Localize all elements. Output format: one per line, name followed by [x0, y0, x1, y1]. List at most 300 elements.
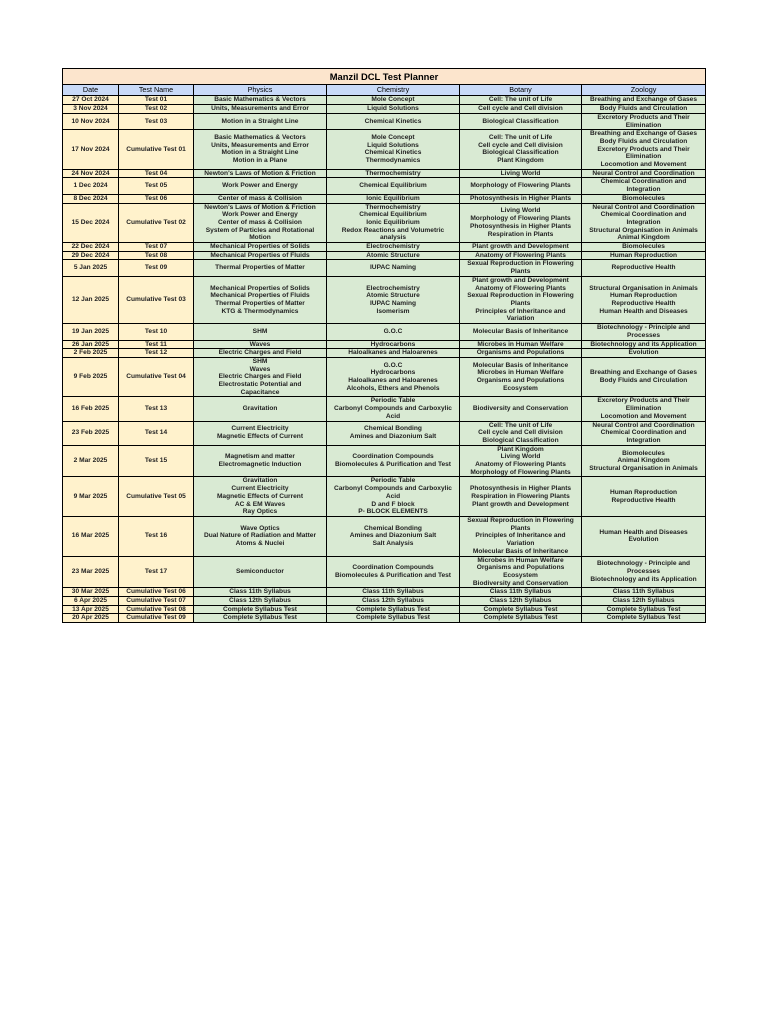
physics-topic-line: Thermal Properties of Matter	[215, 264, 305, 272]
physics-topic-line: Waves	[249, 340, 271, 348]
physics-topic-line: Mechanical Properties of Solids	[210, 243, 310, 251]
chemistry-cell	[327, 516, 460, 556]
chemistry-cell	[327, 194, 460, 203]
test-name-cell: Test 10	[119, 324, 194, 340]
date-cell: 30 Mar 2025	[63, 588, 119, 597]
date-cell: 5 Jan 2025	[63, 260, 119, 276]
chemistry-cell	[327, 421, 460, 445]
physics-cell	[194, 445, 327, 477]
physics-topic-line: Capacitance	[240, 388, 280, 396]
test-name-cell: Cumulative Test 01	[119, 130, 194, 170]
zoology-cell	[582, 397, 706, 421]
botany-cell	[460, 516, 582, 556]
botany-topic-line: Respiration in Flowering Plants	[471, 492, 570, 500]
botany-cell	[460, 614, 582, 623]
chemistry-topic-line: Periodic Table	[370, 477, 416, 485]
chemistry-cell	[327, 397, 460, 421]
chemistry-topic-line: Chemical Equilibrium	[359, 211, 427, 219]
physics-topic-line: Atoms & Nuclei	[235, 540, 285, 548]
botany-topic-line: Microbes in Human Welfare	[477, 369, 564, 377]
botany-topic-line: Cell cycle and Cell division	[478, 429, 563, 437]
botany-topic-line: Plant growth and Development	[472, 276, 569, 284]
botany-topic-line: Living World	[500, 453, 541, 461]
botany-topic-line: Plant growth and Development	[472, 500, 569, 508]
chemistry-topic-line: Alcohols, Ethers and Phenols	[346, 384, 440, 392]
test-name-cell: Test 12	[119, 349, 194, 358]
test-name-cell: Test 17	[119, 556, 194, 588]
physics-topic-line: Class 12th Syllabus	[229, 597, 291, 605]
physics-topic-line: Magnetism and matter	[225, 453, 295, 461]
zoology-topic-line: Complete Syllabus Test	[606, 614, 681, 622]
physics-topic-line: Motion in a Straight Line	[221, 149, 299, 157]
zoology-topic-line: Chemical Coordination and	[600, 211, 687, 219]
chemistry-topic-line: Complete Syllabus Test	[356, 614, 430, 622]
chemistry-topic-line: Isomerism	[376, 307, 410, 315]
botany-topic-line: Ecosystem	[503, 571, 538, 579]
table-row	[63, 445, 706, 477]
zoology-cell	[582, 421, 706, 445]
zoology-topic-line: Human Health and Diseases	[599, 528, 688, 536]
chemistry-topic-line: Electrochemistry	[366, 243, 420, 251]
physics-topic-line: Complete Syllabus Test	[223, 614, 297, 622]
chemistry-topic-line: Chemical Kinetics	[364, 117, 422, 125]
zoology-topic-line: Reproductive Health	[611, 496, 676, 504]
test-name-cell: Cumulative Test 08	[119, 605, 194, 614]
date-cell: 29 Dec 2024	[63, 251, 119, 260]
zoology-cell	[582, 357, 706, 397]
botany-topic-line: Organisms and Populations	[476, 349, 565, 357]
chemistry-topic-line: G.O.C	[383, 361, 403, 369]
botany-topic-line: Variation	[506, 315, 535, 323]
zoology-topic-line: Biomolecules	[622, 449, 665, 457]
botany-topic-line: Organisms and Populations	[476, 377, 565, 385]
zoology-topic-line: Biotechnology and its Application	[590, 340, 697, 348]
botany-topic-line: Plants	[510, 268, 531, 276]
chemistry-cell	[327, 340, 460, 349]
zoology-topic-line: Biomolecules	[622, 243, 665, 251]
botany-topic-line: Morphology of Flowering Plants	[470, 182, 571, 190]
zoology-topic-line: Excretory Products and Their	[597, 397, 690, 405]
date-cell: 10 Nov 2024	[63, 113, 119, 129]
chemistry-topic-line: Hydrocarbons	[370, 340, 416, 348]
chemistry-topic-line: Carbonyl Compounds and Carboxylic	[334, 405, 452, 413]
zoology-topic-line: Breathing and Exchange of Gases	[590, 130, 698, 138]
zoology-cell	[582, 597, 706, 606]
date-cell: 6 Apr 2025	[63, 597, 119, 606]
zoology-topic-line: Processes	[627, 331, 661, 339]
table-row	[63, 130, 706, 170]
chemistry-topic-line: Atomic Structure	[366, 292, 420, 300]
date-cell: 16 Feb 2025	[63, 397, 119, 421]
zoology-cell	[582, 556, 706, 588]
botany-cell	[460, 113, 582, 129]
table-row	[63, 397, 706, 421]
botany-cell	[460, 397, 582, 421]
botany-cell	[460, 349, 582, 358]
date-cell: 26 Jan 2025	[63, 340, 119, 349]
physics-topic-line: Motion in a Plane	[232, 157, 288, 165]
zoology-cell	[582, 324, 706, 340]
planner-title: Manzil DCL Test Planner	[63, 69, 706, 85]
date-cell: 3 Nov 2024	[63, 105, 119, 114]
chemistry-topic-line: Ionic Equilibrium	[366, 218, 420, 226]
chemistry-topic-line: Complete Syllabus Test	[356, 605, 430, 613]
physics-topic-line: Waves	[249, 365, 271, 373]
table-row	[63, 113, 706, 129]
physics-topic-line: Center of mass & Collision	[218, 194, 302, 202]
chemistry-topic-line: Class 11th Syllabus	[362, 588, 424, 596]
chemistry-topic-line: Thermochemistry	[365, 169, 421, 177]
chemistry-topic-line: Redox Reactions and Volumetric	[341, 226, 445, 234]
zoology-cell	[582, 96, 706, 105]
zoology-topic-line: Complete Syllabus Test	[606, 605, 681, 613]
physics-topic-line: Mechanical Properties of Fluids	[210, 292, 310, 300]
zoology-topic-line: Integration	[626, 186, 661, 194]
physics-topic-line: Magnetic Effects of Current	[216, 433, 304, 441]
botany-topic-line: Complete Syllabus Test	[483, 605, 558, 613]
zoology-topic-line: Animal Kingdom	[617, 234, 670, 242]
botany-topic-line: Photosynthesis in Higher Plants	[469, 222, 572, 230]
physics-topic-line: Gravitation	[242, 405, 278, 413]
botany-cell	[460, 588, 582, 597]
zoology-cell	[582, 203, 706, 243]
zoology-topic-line: Structural Organisation in Animals	[589, 284, 698, 292]
botany-topic-line: Molecular Basis of Inheritance	[472, 547, 569, 555]
botany-topic-line: Microbes in Human Welfare	[477, 340, 564, 348]
chemistry-cell	[327, 588, 460, 597]
botany-topic-line: Morphology of Flowering Plants	[470, 215, 571, 223]
date-cell: 2 Feb 2025	[63, 349, 119, 358]
date-cell: 16 Mar 2025	[63, 516, 119, 556]
physics-cell	[194, 169, 327, 178]
zoology-cell	[582, 169, 706, 178]
chemistry-cell	[327, 357, 460, 397]
date-cell: 13 Apr 2025	[63, 605, 119, 614]
physics-topic-line: Current Electricity	[231, 425, 289, 433]
chemistry-topic-line: Carbonyl Compounds and Carboxylic	[334, 485, 452, 493]
test-name-cell: Cumulative Test 07	[119, 597, 194, 606]
zoology-cell	[582, 340, 706, 349]
botany-topic-line: Sexual Reproduction in Flowering	[467, 516, 574, 524]
chemistry-topic-line: Biomolecules & Purification and Test	[334, 571, 452, 579]
zoology-topic-line: Locomotion and Movement	[600, 412, 687, 420]
chemistry-topic-line: Chemical Equilibrium	[359, 182, 427, 190]
test-name-cell: Test 13	[119, 397, 194, 421]
chemistry-topic-line: Amines and Diazonium Salt	[349, 433, 437, 441]
zoology-cell	[582, 605, 706, 614]
chemistry-cell	[327, 605, 460, 614]
table-row	[63, 276, 706, 323]
zoology-topic-line: Class 12th Syllabus	[612, 597, 675, 605]
table-row	[63, 194, 706, 203]
chemistry-topic-line: Biomolecules & Purification and Test	[334, 461, 452, 469]
zoology-topic-line: Human Reproduction	[609, 251, 678, 259]
zoology-topic-line: Breathing and Exchange of Gases	[590, 369, 698, 377]
header-chemistry: Chemistry	[327, 85, 460, 96]
test-name-cell: Test 02	[119, 105, 194, 114]
physics-topic-line: SHM	[252, 357, 268, 365]
botany-topic-line: Sexual Reproduction in Flowering	[467, 292, 574, 300]
physics-topic-line: Electric Charges and Field	[218, 373, 302, 381]
physics-topic-line: Units, Measurements and Error	[211, 105, 309, 113]
botany-cell	[460, 357, 582, 397]
zoology-topic-line: Integration	[626, 218, 661, 226]
date-cell: 23 Feb 2025	[63, 421, 119, 445]
physics-topic-line: Work Power and Energy	[222, 182, 298, 190]
botany-topic-line: Molecular Basis of Inheritance	[472, 327, 569, 335]
zoology-cell	[582, 477, 706, 517]
table-row	[63, 105, 706, 114]
chemistry-topic-line: Thermodynamics	[365, 157, 421, 165]
table-row	[63, 421, 706, 445]
chemistry-topic-line: Amines and Diazonium Salt	[349, 532, 437, 540]
zoology-topic-line: Body Fluids and Circulation	[599, 105, 688, 113]
test-name-cell: Cumulative Test 06	[119, 588, 194, 597]
botany-topic-line: Morphology of Flowering Plants	[470, 468, 571, 476]
physics-cell	[194, 397, 327, 421]
physics-topic-line: Newton's Laws of Motion & Friction	[204, 169, 316, 177]
zoology-topic-line: Processes	[627, 568, 661, 576]
botany-topic-line: Ecosystem	[503, 384, 538, 392]
chemistry-topic-line: Periodic Table	[370, 397, 416, 405]
botany-topic-line: Plant Kingdom	[497, 445, 544, 453]
chemistry-cell	[327, 203, 460, 243]
chemistry-cell	[327, 324, 460, 340]
date-cell: 23 Mar 2025	[63, 556, 119, 588]
zoology-topic-line: Excretory Products and Their	[597, 113, 690, 121]
header-date: Date	[63, 85, 119, 96]
chemistry-cell	[327, 276, 460, 323]
date-cell: 17 Nov 2024	[63, 130, 119, 170]
physics-cell	[194, 96, 327, 105]
chemistry-topic-line: D and F block	[371, 500, 415, 508]
zoology-cell	[582, 516, 706, 556]
botany-topic-line: Cell: The unit of Life	[488, 421, 553, 429]
botany-topic-line: Plants	[510, 300, 531, 307]
zoology-cell	[582, 113, 706, 129]
zoology-topic-line: Human Reproduction	[609, 292, 678, 300]
header-test-name: Test Name	[119, 85, 194, 96]
physics-cell	[194, 597, 327, 606]
botany-cell	[460, 324, 582, 340]
test-name-cell: Cumulative Test 02	[119, 203, 194, 243]
physics-cell	[194, 243, 327, 252]
chemistry-topic-line: Mole Concept	[371, 96, 415, 104]
table-row	[63, 169, 706, 178]
botany-topic-line: Principles of Inheritance and	[475, 532, 566, 540]
botany-topic-line: Plant Kingdom	[497, 157, 544, 165]
test-name-cell: Test 05	[119, 178, 194, 194]
botany-cell	[460, 203, 582, 243]
botany-cell	[460, 169, 582, 178]
chemistry-cell	[327, 251, 460, 260]
botany-cell	[460, 421, 582, 445]
physics-cell	[194, 340, 327, 349]
table-row	[63, 597, 706, 606]
chemistry-cell	[327, 169, 460, 178]
zoology-topic-line: Breathing and Exchange of Gases	[590, 96, 698, 104]
test-name-cell: Test 15	[119, 445, 194, 477]
zoology-cell	[582, 194, 706, 203]
botany-topic-line: Sexual Reproduction in Flowering	[467, 260, 574, 268]
physics-topic-line: Dual Nature of Radiation and Matter	[203, 532, 317, 540]
physics-cell	[194, 105, 327, 114]
table-row	[63, 96, 706, 105]
chemistry-cell	[327, 597, 460, 606]
table-row	[63, 251, 706, 260]
zoology-topic-line: Evolution	[628, 536, 659, 544]
botany-topic-line: Anatomy of Flowering Plants	[475, 251, 566, 259]
botany-topic-line: Biodiversity and Conservation	[472, 405, 569, 413]
botany-topic-line: Living World	[500, 169, 541, 177]
date-cell: 15 Dec 2024	[63, 203, 119, 243]
chemistry-topic-line: Haloalkanes and Haloarenes	[348, 349, 438, 357]
physics-topic-line: Newton's Laws of Motion & Friction	[204, 203, 316, 211]
chemistry-topic-line: Chemical Kinetics	[364, 149, 422, 157]
physics-topic-line: Center of mass & Collision	[218, 218, 302, 226]
table-row	[63, 260, 706, 276]
botany-topic-line: Cell: The unit of Life	[488, 134, 553, 142]
test-name-cell: Test 16	[119, 516, 194, 556]
chemistry-topic-line: Chemical Bonding	[364, 425, 422, 433]
zoology-topic-line: Neural Control and Coordination	[592, 421, 695, 429]
test-name-cell: Test 09	[119, 260, 194, 276]
physics-topic-line: KTG & Thermodynamics	[221, 307, 299, 315]
physics-cell	[194, 605, 327, 614]
botany-cell	[460, 276, 582, 323]
test-name-cell: Cumulative Test 09	[119, 614, 194, 623]
table-row	[63, 477, 706, 517]
zoology-cell	[582, 251, 706, 260]
chemistry-topic-line: Atomic Structure	[366, 251, 420, 259]
chemistry-cell	[327, 105, 460, 114]
date-cell: 12 Jan 2025	[63, 276, 119, 323]
botany-topic-line: Respiration in Plants	[487, 230, 554, 238]
chemistry-topic-line: Coordination Compounds	[352, 564, 434, 572]
chemistry-topic-line: G.O.C	[383, 327, 403, 335]
botany-cell	[460, 605, 582, 614]
physics-topic-line: SHM	[252, 327, 268, 335]
zoology-topic-line: Chemical Coordination and	[600, 429, 687, 437]
test-name-cell: Test 08	[119, 251, 194, 260]
table-row	[63, 605, 706, 614]
botany-topic-line: Biological Classification	[482, 436, 559, 444]
physics-topic-line: Class 11th Syllabus	[229, 588, 291, 596]
chemistry-topic-line: Chemical Bonding	[364, 524, 422, 532]
chemistry-topic-line: IUPAC Naming	[369, 264, 417, 272]
chemistry-cell	[327, 556, 460, 588]
botany-topic-line: Living World	[500, 207, 541, 215]
zoology-topic-line: Structural Organisation in Animals	[589, 226, 698, 234]
zoology-cell	[582, 243, 706, 252]
physics-cell	[194, 130, 327, 170]
zoology-cell	[582, 588, 706, 597]
chemistry-cell	[327, 178, 460, 194]
physics-topic-line: Mechanical Properties of Solids	[210, 284, 310, 292]
zoology-topic-line: Locomotion and Movement	[600, 161, 687, 169]
test-name-cell: Test 11	[119, 340, 194, 349]
zoology-cell	[582, 130, 706, 170]
botany-cell	[460, 194, 582, 203]
zoology-cell	[582, 614, 706, 623]
chemistry-topic-line: Liquid Solutions	[367, 105, 419, 113]
zoology-topic-line: Chemical Coordination and	[600, 178, 687, 186]
chemistry-cell	[327, 445, 460, 477]
zoology-topic-line: Biotechnology and its Application	[590, 575, 697, 583]
botany-topic-line: Microbes in Human Welfare	[477, 556, 564, 564]
physics-cell	[194, 477, 327, 517]
zoology-topic-line: Structural Organisation in Animals	[589, 464, 698, 472]
physics-topic-line: Magnetic Effects of Current	[216, 492, 304, 500]
physics-topic-line: AC & EM Waves	[234, 500, 286, 508]
chemistry-cell	[327, 349, 460, 358]
physics-topic-line: Ray Optics	[242, 508, 278, 516]
zoology-cell	[582, 349, 706, 358]
date-cell: 22 Dec 2024	[63, 243, 119, 252]
botany-cell	[460, 340, 582, 349]
botany-topic-line: Plants	[510, 524, 531, 532]
physics-cell	[194, 251, 327, 260]
botany-cell	[460, 556, 582, 588]
test-name-cell: Test 14	[119, 421, 194, 445]
zoology-topic-line: Evolution	[628, 349, 659, 357]
botany-topic-line: Anatomy of Flowering Plants	[475, 461, 566, 469]
botany-topic-line: Plant growth and Development	[472, 243, 569, 251]
physics-topic-line: Mechanical Properties of Fluids	[210, 251, 310, 259]
date-cell: 9 Feb 2025	[63, 357, 119, 397]
table-row	[63, 556, 706, 588]
chemistry-topic-line: Electrochemistry	[366, 284, 420, 292]
date-cell: 2 Mar 2025	[63, 445, 119, 477]
table-row	[63, 588, 706, 597]
zoology-topic-line: Body Fluids and Circulation	[599, 137, 688, 145]
chemistry-topic-line: Haloalkanes and Haloarenes	[348, 377, 438, 385]
table-row	[63, 203, 706, 243]
physics-topic-line: Basic Mathematics & Vectors	[214, 96, 306, 104]
physics-topic-line: Work Power and Energy	[222, 211, 298, 219]
chemistry-cell	[327, 260, 460, 276]
chemistry-topic-line: P- BLOCK ELEMENTS	[358, 508, 428, 516]
botany-topic-line: Molecular Basis of Inheritance	[472, 361, 569, 369]
physics-cell	[194, 113, 327, 129]
botany-topic-line: Complete Syllabus Test	[483, 614, 558, 622]
chemistry-topic-line: Hydrocarbons	[370, 369, 416, 377]
chemistry-cell	[327, 243, 460, 252]
zoology-topic-line: Neural Control and Coordination	[592, 169, 695, 177]
physics-topic-line: Gravitation	[242, 477, 278, 485]
chemistry-topic-line: Mole Concept	[371, 134, 415, 142]
physics-cell	[194, 324, 327, 340]
test-name-cell: Test 03	[119, 113, 194, 129]
test-name-cell: Test 01	[119, 96, 194, 105]
date-cell: 24 Nov 2024	[63, 169, 119, 178]
physics-cell	[194, 194, 327, 203]
table-row	[63, 178, 706, 194]
physics-cell	[194, 588, 327, 597]
physics-cell	[194, 614, 327, 623]
test-name-cell: Test 07	[119, 243, 194, 252]
table-row	[63, 349, 706, 358]
zoology-topic-line: Reproductive Health	[611, 264, 676, 272]
chemistry-topic-line: analysis	[379, 234, 407, 242]
botany-cell	[460, 178, 582, 194]
chemistry-topic-line: Acid	[385, 492, 401, 500]
botany-cell	[460, 96, 582, 105]
chemistry-cell	[327, 477, 460, 517]
botany-topic-line: Cell: The unit of Life	[488, 96, 553, 104]
physics-topic-line: Wave Optics	[240, 524, 280, 532]
botany-cell	[460, 445, 582, 477]
